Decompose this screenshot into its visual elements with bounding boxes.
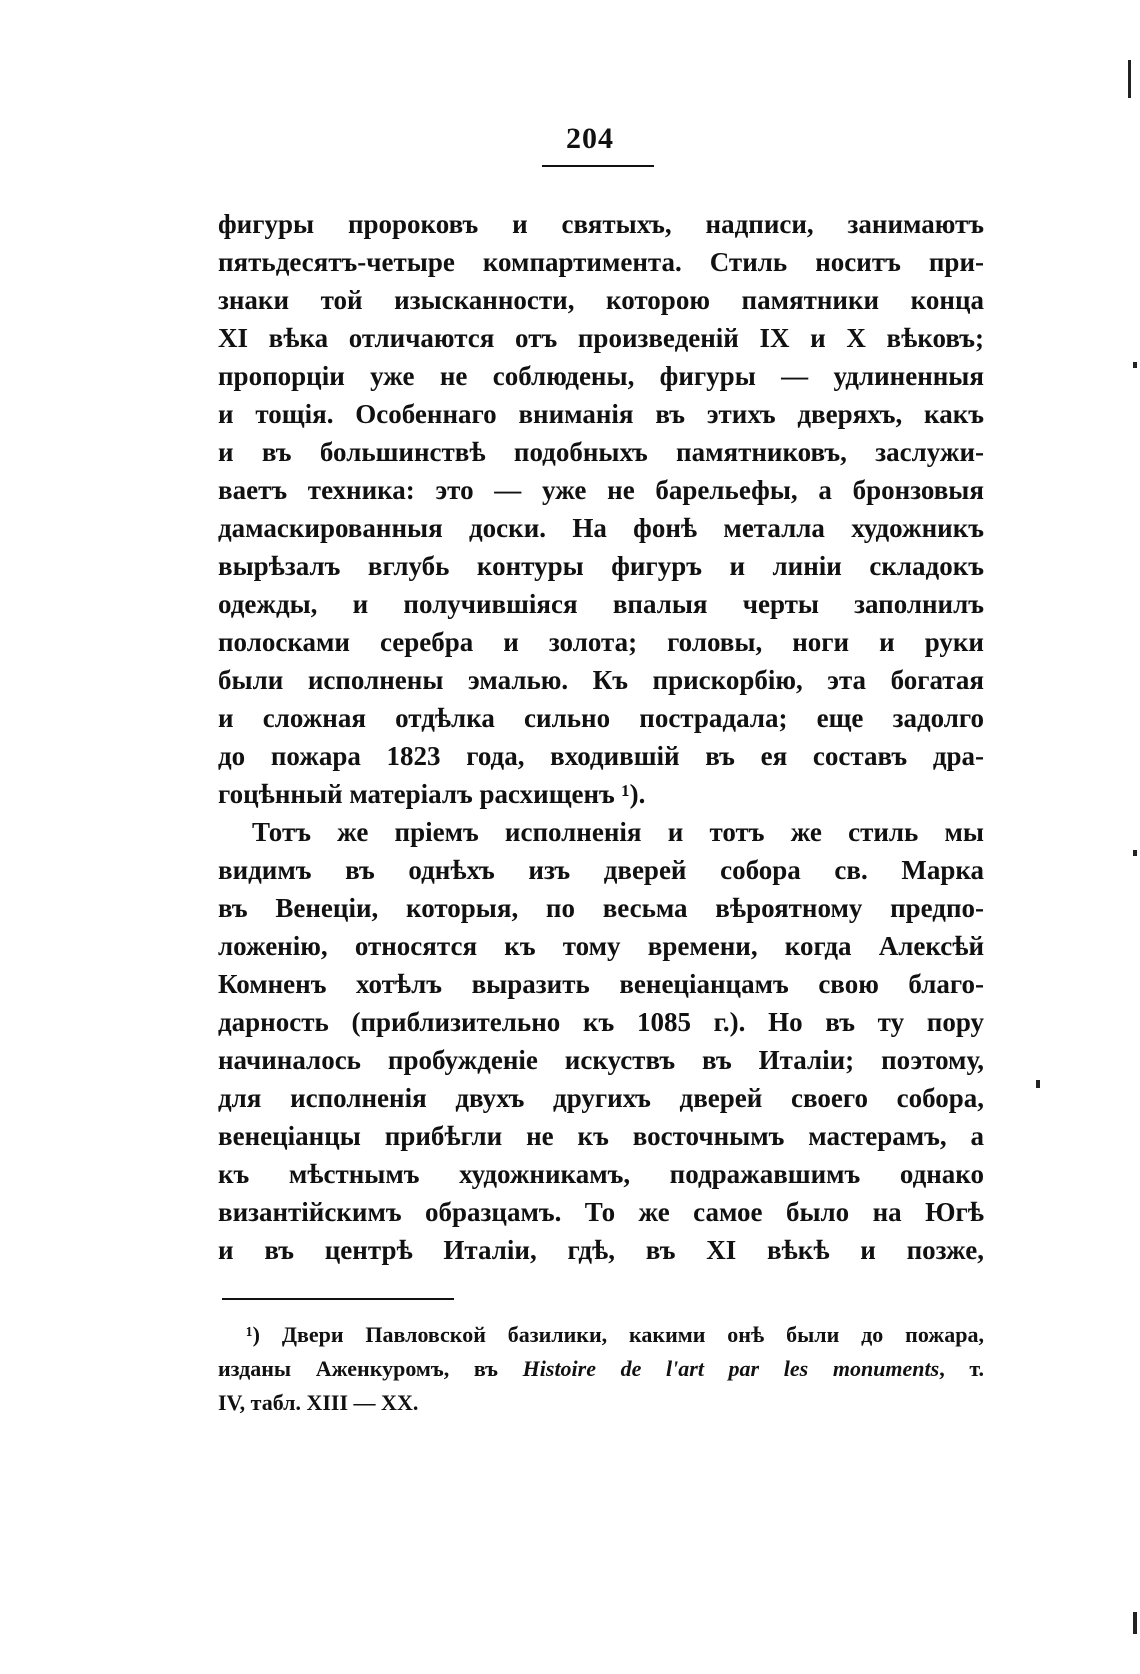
text-line: вырѣзалъ вглубь контуры фигуръ и линіи складокъ (218, 551, 984, 581)
text-line: начиналось пробужденіе искуствъ въ Италіи; поэтому, (218, 1045, 984, 1075)
text-line: и тощія. Особеннаго вниманія въ этихъ дверяхъ, какъ (218, 399, 984, 429)
text-line: въ Венеціи, которыя, по весьма вѣроятному предпо- (218, 893, 984, 923)
text-line: къ мѣстнымъ художникамъ, подражавшимъ однако (218, 1159, 984, 1189)
footnote-rule (222, 1298, 454, 1300)
scan-mark (1133, 362, 1137, 368)
page-number-rule (542, 165, 654, 167)
text-line: и въ центрѣ Италіи, гдѣ, въ XI вѣкѣ и позже, (218, 1235, 984, 1265)
scan-mark (1133, 850, 1137, 856)
text-line: венеціанцы прибѣгли не къ восточнымъ мастерамъ, а (218, 1121, 984, 1151)
text-line: XI вѣка отличаются отъ произведеній IX и X вѣковъ; (218, 323, 984, 353)
footnote (218, 1318, 984, 1420)
text-line: знаки той изысканности, которою памятники конца (218, 285, 984, 315)
footnote-line: ¹) Двери Павловской базилики, какими онѣ были до пожара, (246, 1322, 984, 1347)
text-line: видимъ въ однѣхъ изъ дверей собора св. Марка (218, 855, 984, 885)
text-line: пятьдесятъ-четыре компартимента. Стиль носитъ при- (218, 247, 984, 277)
text-line: пропорціи уже не соблюдены, фигуры — удлиненныя (218, 361, 984, 391)
body-text (218, 205, 984, 1269)
footnote-text: , т. (939, 1356, 984, 1381)
text-line: и сложная отдѣлка сильно пострадала; еще задолго (218, 703, 984, 733)
page-number: 204 (566, 122, 614, 155)
text-line: Тотъ же пріемъ исполненія и тотъ же стиль мы (252, 817, 984, 847)
text-line: для исполненія двухъ другихъ дверей своего собора, (218, 1083, 984, 1113)
text-line: фигуры пророковъ и святыхъ, надписи, занимаютъ (218, 209, 984, 239)
text-line: гоцѣнный матеріалъ расхищенъ ¹). (218, 779, 646, 809)
text-line: одежды, и получившіяся впалыя черты заполнилъ (218, 589, 984, 619)
text-line: до пожара 1823 года, входившій въ ея составъ дра- (218, 741, 984, 771)
text-line: дамаскированныя доски. На фонѣ металла художникъ (218, 513, 984, 543)
text-line: полосками серебра и золота; головы, ноги и руки (218, 627, 984, 657)
footnote-line (218, 1352, 984, 1386)
scan-mark (1128, 60, 1131, 98)
text-line: дарность (приблизительно къ 1085 г.). Но въ ту пору (218, 1007, 984, 1037)
text-line: ваетъ техника: это — уже не барельефы, а бронзовыя (218, 475, 984, 505)
text-line: византійскимъ образцамъ. То же самое было на Югѣ (218, 1197, 984, 1227)
scan-mark (1133, 1612, 1137, 1634)
footnote-line: IV, табл. XIII — XX. (218, 1390, 419, 1415)
text-line: были исполнены эмалью. Къ прискорбію, эта богатая (218, 665, 984, 695)
footnote-book-title: Histoire de l'art par les monuments (522, 1356, 940, 1381)
footnote-text: изданы Аженкуромъ, въ (218, 1356, 523, 1381)
text-line: Комненъ хотѣлъ выразить венеціанцамъ свою благо- (218, 969, 984, 999)
scan-mark (1036, 1080, 1040, 1088)
text-line: ложенію, относятся къ тому времени, когда Алексѣй (218, 931, 984, 961)
text-line: и въ большинствѣ подобныхъ памятниковъ, заслужи- (218, 437, 984, 467)
